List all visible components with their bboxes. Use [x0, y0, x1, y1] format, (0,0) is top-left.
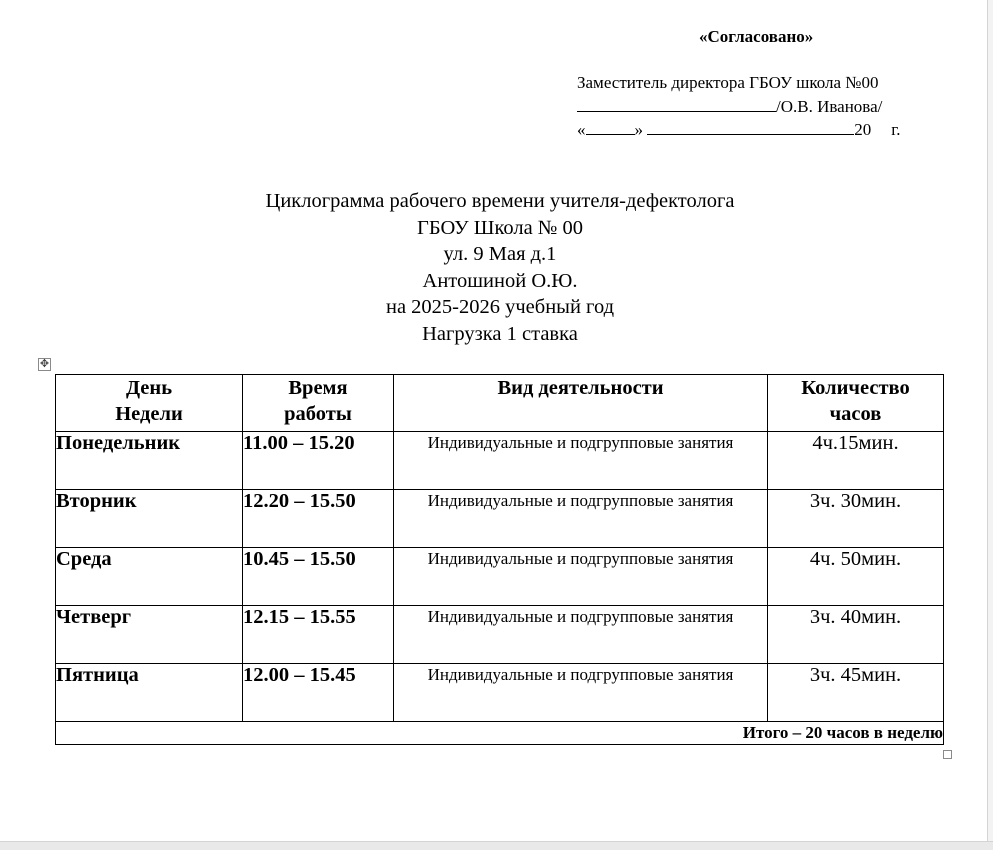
document-title: Циклограмма рабочего времени учителя-дефектолога	[265, 190, 735, 212]
approval-position: Заместитель директора ГБОУ школа №00	[577, 73, 879, 92]
row-day: Понедельник	[56, 432, 243, 490]
row-activity: Индивидуальные и подгрупповые занятия	[394, 548, 768, 606]
row-day: Четверг	[56, 606, 243, 664]
table-move-handle-icon[interactable]: ✥	[39, 358, 50, 370]
date-year-suffix: г.	[891, 120, 901, 139]
approval-title: «Согласовано»	[699, 27, 814, 46]
teacher-name: Антошиной О.Ю.	[422, 270, 578, 292]
row-hours: 4ч. 50мин.	[768, 548, 944, 606]
row-time: 10.45 – 15.50	[243, 548, 394, 606]
total-hours: Итого – 20 часов в неделю	[56, 722, 944, 745]
header-time: Время работы	[243, 375, 394, 432]
date-day-blank[interactable]	[586, 119, 635, 135]
row-time: 12.00 – 15.45	[243, 664, 394, 722]
schedule-table	[55, 374, 944, 745]
header-day: День Недели	[56, 375, 243, 432]
school-year: на 2025-2026 учебный год	[385, 296, 615, 318]
row-hours: 3ч. 30мин.	[768, 490, 944, 548]
row-activity: Индивидуальные и подгрупповые занятия	[394, 432, 768, 490]
row-hours: 4ч.15мин.	[768, 432, 944, 490]
row-day: Пятница	[56, 664, 243, 722]
table-row	[56, 548, 944, 606]
table-total-row	[56, 722, 944, 745]
approval-date-line	[577, 119, 901, 140]
school-address: ул. 9 Мая д.1	[443, 243, 557, 265]
row-day: Среда	[56, 548, 243, 606]
table-row	[56, 432, 944, 490]
row-activity: Индивидуальные и подгрупповые занятия	[394, 490, 768, 548]
workload: Нагрузка 1 ставка	[422, 323, 578, 345]
signature-blank[interactable]	[577, 96, 776, 112]
row-day: Вторник	[56, 490, 243, 548]
row-activity: Индивидуальные и подгрупповые занятия	[394, 664, 768, 722]
date-year: 20	[854, 120, 872, 139]
approval-signature-line	[577, 96, 882, 117]
row-activity: Индивидуальные и подгрупповые занятия	[394, 606, 768, 664]
row-hours: 3ч. 45мин.	[768, 664, 944, 722]
row-time: 12.15 – 15.55	[243, 606, 394, 664]
header-hours: Количество часов	[768, 375, 944, 432]
row-time: 11.00 – 15.20	[243, 432, 394, 490]
row-hours: 3ч. 40мин.	[768, 606, 944, 664]
date-quote-close: »	[634, 120, 643, 139]
page-right-margin	[988, 0, 993, 849]
table-row	[56, 606, 944, 664]
table-header-row	[56, 375, 944, 432]
table-row	[56, 664, 944, 722]
date-quote-open: «	[577, 120, 586, 139]
row-time: 12.20 – 15.50	[243, 490, 394, 548]
table-row	[56, 490, 944, 548]
date-month-blank[interactable]	[647, 119, 854, 135]
approval-name: /О.В. Иванова/	[776, 97, 883, 116]
school-name: ГБОУ Школа № 00	[417, 217, 583, 239]
table-resize-handle[interactable]	[943, 750, 952, 759]
header-activity: Вид деятельности	[394, 375, 768, 432]
